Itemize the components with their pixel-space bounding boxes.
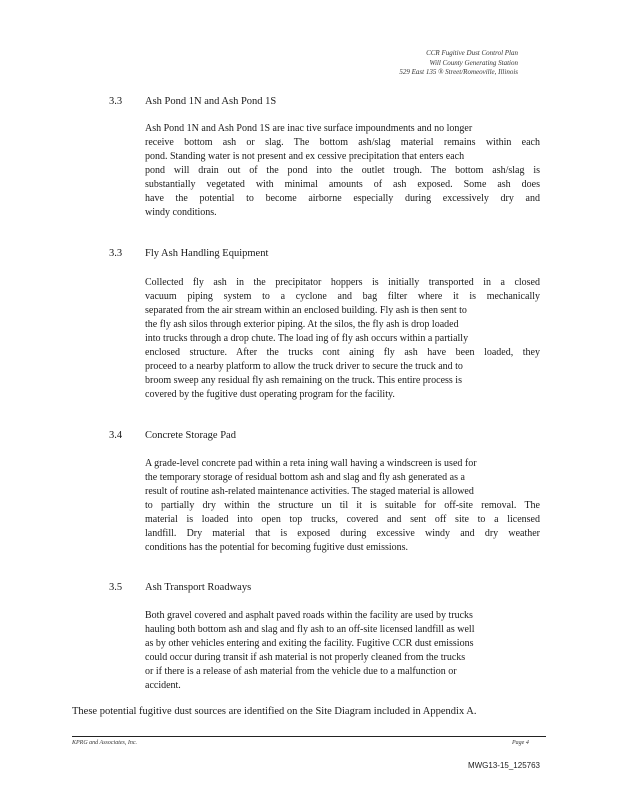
paragraph-line: covered by the fugitive dust operating program for the facility.	[145, 389, 395, 400]
section-title: Fly Ash Handling Equipment	[145, 248, 269, 259]
paragraph-line: substantially vegetated with minimal amounts of ash exposed. Some ash does	[145, 179, 540, 190]
header-station-name: Will County Generating Station	[429, 58, 518, 67]
section-paragraph	[145, 609, 540, 693]
section-title: Concrete Storage Pad	[145, 430, 236, 441]
paragraph-line: have the potential to become airborne especially during excessively dry and	[145, 193, 540, 204]
footer-page-number: Page 4	[512, 740, 529, 746]
section-paragraph	[145, 122, 540, 220]
paragraph-line: separated from the air stream within an enclosed building. Fly ash is then sent to	[145, 305, 467, 316]
paragraph-line: to partially dry within the structure un til it is suitable for off-site removal. The	[145, 500, 540, 511]
section-number: 3.3	[109, 96, 123, 107]
paragraph-line: vacuum piping system to a cyclone and bag filter where it is mechanically	[145, 291, 540, 302]
paragraph-line: Both gravel covered and asphalt paved roads within the facility are used by trucks	[145, 610, 473, 621]
paragraph-line: the temporary storage of residual bottom ash and slag and fly ash generated as a	[145, 472, 465, 483]
paragraph-line: result of routine ash-related maintenance activities. The staged material is allowed	[145, 486, 474, 497]
closing-statement: These potential fugitive dust sources are identified on the Site Diagram included in Appendix A.	[72, 706, 477, 717]
paragraph-line: A grade-level concrete pad within a reta ining wall having a windscreen is used for	[145, 458, 477, 469]
paragraph-line: into trucks through a drop chute. The load ing of fly ash occurs within a partially	[145, 333, 469, 344]
paragraph-line: pond. Standing water is not present and ex cessive precipitation that enters each	[145, 151, 465, 162]
document-id-stamp: MWG13-15_125763	[467, 761, 540, 770]
paragraph-line: pond will drain out of the pond into the outlet trough. The bottom ash/slag is	[145, 165, 540, 176]
paragraph-line: Ash Pond 1N and Ash Pond 1S are inac tive surface impoundments and no longer	[145, 123, 473, 134]
footer-company: KPRG and Associates, Inc.	[72, 740, 138, 746]
footer-divider	[72, 736, 546, 737]
section-paragraph	[145, 276, 540, 402]
section-number: 3.5	[109, 582, 123, 593]
section-title: Ash Transport Roadways	[145, 582, 252, 593]
paragraph-line: enclosed structure. After the trucks cont aining fly ash have been loaded, they	[145, 347, 540, 358]
paragraph-line: or if there is a release of ash material from the vehicle due to a malfunction or	[145, 666, 457, 677]
paragraph-line: hauling both bottom ash and slag and fly ash to an off-site licensed landfill as well	[145, 624, 475, 635]
paragraph-line: as by other vehicles entering and exiting the facility. Fugitive CCR dust emissions	[145, 638, 474, 649]
header-address: 529 East 135 ® Street/Romeoville, Illinois	[399, 68, 518, 76]
paragraph-line: receive bottom ash or slag. The bottom ash/slag material remains within each	[145, 137, 540, 148]
header-plan-title: CCR Fugitive Dust Control Plan	[426, 49, 518, 57]
document-header	[399, 49, 518, 78]
paragraph-line: windy conditions.	[145, 207, 217, 218]
paragraph-line: broom sweep any residual fly ash remaining on the truck. This entire process is	[145, 375, 462, 386]
section-number: 3.3	[109, 248, 123, 259]
paragraph-line: accident.	[145, 680, 181, 691]
paragraph-line: Collected fly ash in the precipitator hoppers is initially transported in a closed	[145, 277, 540, 288]
paragraph-line: conditions has the potential for becoming fugitive dust emissions.	[145, 542, 409, 553]
section-paragraph	[145, 457, 540, 555]
paragraph-line: proceed to a nearby platform to allow the truck driver to secure the truck and to	[145, 361, 463, 372]
paragraph-line: the fly ash silos through exterior piping. At the silos, the fly ash is drop loaded	[145, 319, 459, 330]
section-title: Ash Pond 1N and Ash Pond 1S	[145, 96, 277, 107]
paragraph-line: could occur during transit if ash material is not properly cleaned from the trucks	[145, 652, 466, 663]
paragraph-line: material is loaded into open top trucks, covered and sent off site to a licensed	[145, 514, 540, 525]
paragraph-line: landfill. Dry material that is exposed during excessive windy and dry weather	[145, 528, 540, 539]
section-number: 3.4	[109, 430, 123, 441]
